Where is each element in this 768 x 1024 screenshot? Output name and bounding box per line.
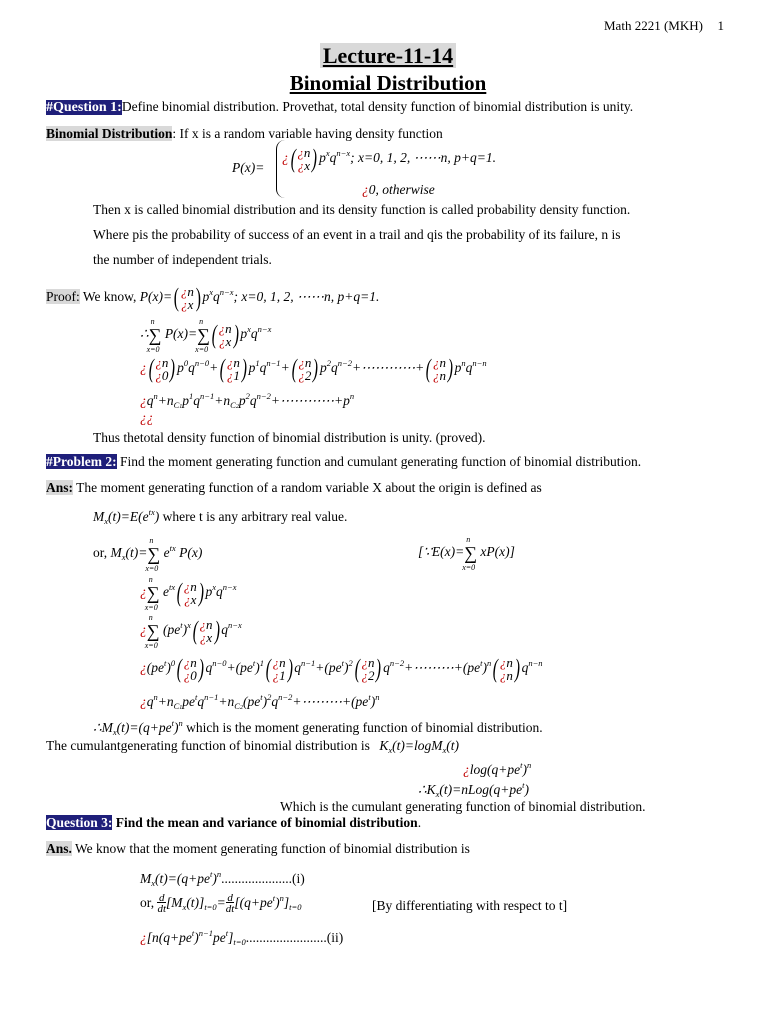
differentiation-note: [By differentiating with respect to t] bbox=[372, 898, 568, 913]
mgf-step-1: or, $M_x(t)=\sum$ n x=0 $e^{tx}$ P(x) bbox=[93, 536, 203, 573]
definition-intro: : If x is a random variable having density function bbox=[172, 126, 443, 141]
question-3-text: Find the mean and variance of binomial distribution bbox=[112, 815, 418, 830]
problem-2-label: #Problem 2: bbox=[46, 454, 117, 469]
definition-label: Binomial Distribution bbox=[46, 126, 173, 141]
pdf-case-1: ¿( ¿n ¿x) $p^xq^{n-x}$; x=0, 1, 2, ⋯⋯n, p+q=1. bbox=[282, 144, 496, 173]
eq-ii: ¿$[n(q+pe^t)^{n-1}pe^t]_{t=0}........................(ii)$ bbox=[140, 928, 344, 947]
cumulant-result: $\therefore K_x(t)=nLog(q+pe^t)$ bbox=[418, 780, 529, 799]
derivative-step: or, d $dt[M_x(t)]_{t=0}= d$ $dt[(q+pe^t)^n]_{t=0}$ bbox=[140, 892, 302, 915]
definition-text-2: Where pis the probability of success of an event in a trail and qis the probability of its failure, n is bbox=[93, 227, 621, 242]
proof-conclusion: Thus thetotal density function of binomial distribution is unity. (proved). bbox=[93, 430, 486, 445]
proof-step-2: ¿( ¿n ¿0) $p^0q^{n-0}+$( ¿n ¿1) $p^1q^{n-1}+$( ¿n ¿2) $p^2q^{n-2}+\cdots\cdots\cdots\cdots+$( ¿n ¿n) $p^nq^{n-n}$ bbox=[140, 354, 487, 383]
proof-intro: We know, bbox=[79, 289, 140, 305]
course-code: Math 2221 (MKH) bbox=[604, 18, 703, 33]
question-3-label: Question 3: bbox=[46, 815, 113, 830]
proof-line: Proof: We know, P(x)=( ¿n ¿x) $p^xq^{n-x}$; x=0, 1, 2, ⋯⋯n, p+q=1. bbox=[46, 283, 380, 312]
question-1-text: Define binomial distribution. Provethat, total density function of binomial distribution is unity. bbox=[121, 99, 634, 114]
problem-2-text: Find the moment generating function and cumulant generating function of binomial distribution. bbox=[116, 454, 642, 469]
running-header bbox=[604, 18, 724, 34]
cumulant-conclusion: Which is the cumulant generating function of binomial distribution. bbox=[280, 799, 646, 814]
mgf-result: $\therefore M_x(t)=(q+pe^t)^n$ which is the moment generating function of binomial distribution. bbox=[93, 718, 543, 737]
proof-step-4: ¿¿ bbox=[140, 410, 154, 425]
cumulant-step-1: ¿$\log(q+pe^t)^n$ bbox=[463, 760, 532, 777]
proof-step-1: ∴∑ n x=0 P(x)=∑ n x=0 ( ¿n ¿x) $p^xq^{n-x}$ bbox=[140, 317, 272, 355]
question-3: Question 3: Find the mean and variance of binomial distribution. bbox=[46, 815, 422, 830]
question-1-label: #Question 1: bbox=[46, 100, 122, 115]
mgf-step-5: ¿$q^n+n_{C1}pe^tq^{n-1}+n_{C2}(pe^t)^2q^{n-2}+\cdots\cdots\cdots+(pe^t)^n$ bbox=[140, 692, 380, 711]
proof-label: Proof: bbox=[46, 289, 80, 305]
pdf-lhs: P(x)= bbox=[232, 160, 265, 175]
mgf-step-3: ¿∑ n x=0 $(pe^t)^x$( ¿n ¿x) $q^{n-x}$ bbox=[140, 613, 242, 651]
page-number: 1 bbox=[717, 18, 724, 33]
proof-step-3: ¿$q^n+n_{C1}p^1q^{n-1}+n_{C2}p^2q^{n-2}+\cdots\cdots\cdots\cdots+p^n$ bbox=[140, 391, 355, 410]
eq-i: $M_x(t)=(q+pe^t)^n.....................(i)$ bbox=[140, 869, 305, 888]
answer-3-label: Ans. bbox=[46, 841, 72, 856]
answer-3-intro: Ans. We know that the moment generating function of binomial distribution is bbox=[46, 841, 470, 856]
mgf-step-4: ¿$(pe^t)^0$( ¿n ¿0) $q^{n-0}+(pe^t)^1$( ¿n ¿1) $q^{n-1}+(pe^t)^2$( ¿n ¿2) $q^{n-2}+\cdots\cdots\cdots+(pe^t)^n$( ¿n ¿n) $q^{n-n}$ bbox=[140, 654, 543, 683]
pdf-case-2: ¿0, otherwise bbox=[362, 182, 435, 197]
mgf-step-2: ¿∑ n x=0 $e^{tx}$( ¿n ¿x) $p^xq^{n-x}$ bbox=[140, 575, 237, 613]
definition-text-1: Then x is called binomial distribution and its density function is called probability density function. bbox=[93, 202, 631, 217]
definition-line bbox=[46, 126, 443, 142]
expectation-note: [∵E(x)=∑ n x=0 xP(x)] bbox=[418, 535, 515, 572]
lecture-title: Lecture-11-14 bbox=[0, 43, 768, 69]
problem-2 bbox=[46, 454, 641, 470]
mgf-definition: $M_x(t)=E(e^{tx})$ where t is any arbitrary real value. bbox=[93, 507, 348, 526]
definition-text-3: the number of independent trials. bbox=[93, 252, 272, 267]
question-1 bbox=[46, 99, 633, 116]
cumulant-intro: The cumulantgenerating function of binomial distribution is $K_x(t)=\log M_x(t)$ bbox=[46, 738, 459, 755]
answer-2-intro: Ans: The moment generating function of a random variable X about the origin is defined as bbox=[46, 480, 542, 495]
answer-2-label: Ans: bbox=[46, 480, 74, 495]
topic-title: Binomial Distribution bbox=[289, 71, 487, 95]
